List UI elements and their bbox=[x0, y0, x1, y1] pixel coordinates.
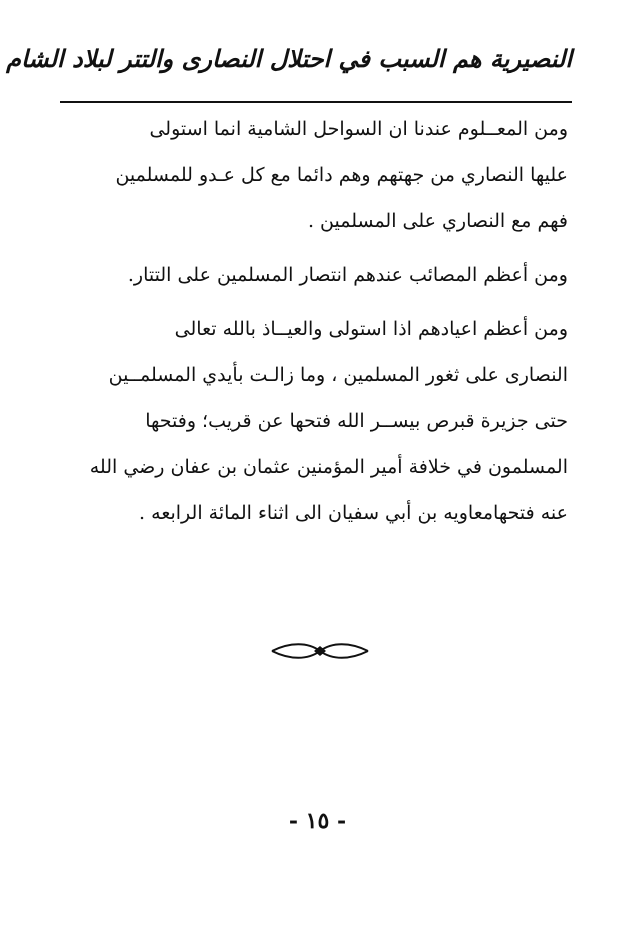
text-line: حتى جزيرة قبرص بيســر الله فتحها عن قريب؛ وفتحها bbox=[145, 410, 568, 432]
paragraph-3 bbox=[56, 306, 568, 536]
body-text bbox=[56, 106, 568, 536]
ornament-divider-icon bbox=[270, 640, 370, 662]
text-line: المسلمون في خلافة أمير المؤمنين عثمان بن عفان رضي الله bbox=[89, 456, 568, 478]
header-rule bbox=[60, 101, 572, 103]
text-line: عنه فتحهامعاويه بن أبي سفيان الى اثناء المائة الرابعه . bbox=[139, 502, 568, 524]
paragraph-2 bbox=[56, 252, 568, 298]
text-line: ومن أعظم اعيادهم اذا استولى والعيــاذ بالله تعالى bbox=[174, 318, 568, 340]
running-header: النصيرية هم السبب في احتلال النصارى والتتر لبلاد الشام bbox=[6, 44, 572, 73]
text-line: فهم مع النصاري على المسلمين . bbox=[307, 210, 568, 232]
page-number: - ١٥ - bbox=[288, 808, 347, 834]
text-line: عليها النصاري من جهتهم وهم دائما مع كل عـدو للمسلمين bbox=[115, 164, 568, 186]
text-line: ومن المعــلوم عندنا ان السواحل الشامية انما استولى bbox=[149, 118, 568, 140]
paragraph-1 bbox=[56, 106, 568, 244]
text-line: النصارى على ثغور المسلمين ، وما زالـت بأيدي المسلمــين bbox=[108, 364, 568, 386]
text-line: ومن أعظم المصائب عندهم انتصار المسلمين على التتار. bbox=[127, 264, 568, 286]
